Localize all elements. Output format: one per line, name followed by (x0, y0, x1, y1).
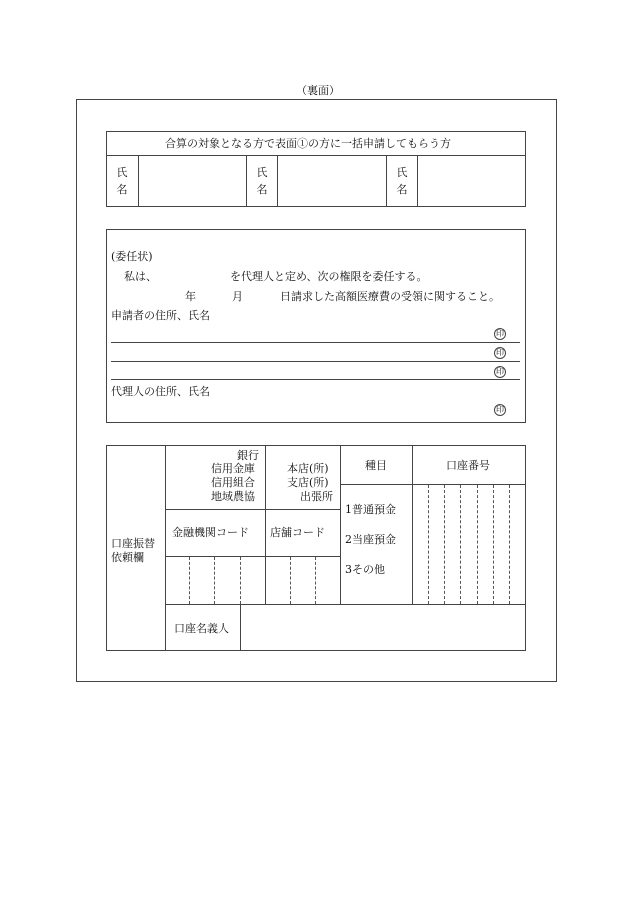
name-field-3[interactable] (418, 156, 525, 206)
type-col-left (340, 445, 341, 604)
agent-label: 代理人の住所、氏名 (111, 385, 210, 398)
agent-name-blank[interactable] (160, 268, 228, 283)
delegation-text-a: 私は、 (124, 270, 157, 283)
applicant-underline-1 (111, 342, 520, 343)
page-header: （裏面） (296, 84, 340, 97)
delegation-text-b: を代理人と定め、次の権限を委任する。 (230, 270, 428, 283)
holder-name-field[interactable] (241, 605, 525, 650)
agent-address-line[interactable] (111, 401, 489, 416)
institution-name-field[interactable] (167, 447, 207, 507)
seal-icon: 印 (496, 405, 504, 414)
institution-type-shinkin: 信用金庫 (211, 462, 255, 475)
seal-icon: 印 (496, 367, 504, 376)
account-type-ordinary[interactable]: 1普通預金 (345, 503, 396, 516)
seal-icon: 印 (496, 329, 504, 338)
day-blank[interactable] (248, 288, 278, 303)
code-row-top (165, 509, 340, 510)
applicant-label: 申請者の住所、氏名 (111, 309, 210, 322)
institution-type-bank: 銀行 (237, 449, 259, 462)
account-number-label: 口座番号 (446, 459, 490, 472)
year-label: 年 (185, 290, 196, 303)
institution-type-kumiai: 信用組合 (211, 476, 255, 489)
combined-col-divider (246, 155, 247, 207)
institution-type-nokyo: 地域農協 (211, 490, 255, 503)
month-label: 月 (232, 290, 243, 303)
branch-code-field[interactable] (266, 557, 339, 603)
applicant-line-2[interactable] (111, 344, 489, 359)
combined-col-divider (386, 155, 387, 207)
branch-name-field[interactable] (267, 447, 285, 507)
holder-label: 口座名義人 (174, 622, 229, 635)
name-label-3: 氏名 (396, 166, 408, 196)
branch-type-branch: 支店(所) (287, 476, 329, 489)
bank-label-divider (165, 445, 166, 651)
combined-title: 合算の対象となる方で表面①の方に一括申請してもらう方 (165, 137, 451, 150)
account-type-other[interactable]: 3その他 (345, 563, 385, 576)
bank-section-label: 口座振替依頼欄 (111, 537, 155, 564)
seal-icon: 印 (496, 348, 504, 357)
month-blank[interactable] (200, 288, 230, 303)
applicant-line-3[interactable] (111, 363, 489, 378)
account-number-field[interactable] (413, 485, 525, 603)
branch-code-label: 店舗コード (270, 526, 325, 539)
name-label-2: 氏名 (256, 166, 268, 196)
branch-type-head: 本店(所) (287, 462, 329, 475)
year-blank[interactable] (140, 288, 184, 303)
institution-code-field[interactable] (166, 557, 264, 603)
name-field-1[interactable] (139, 156, 245, 206)
applicant-line-1[interactable] (111, 326, 489, 341)
branch-type-office: 出張所 (300, 490, 333, 503)
applicant-underline-3 (111, 379, 520, 380)
applicant-underline-2 (111, 361, 520, 362)
institution-code-label: 金融機関コード (172, 526, 249, 539)
delegation-title: (委任状) (111, 250, 153, 263)
name-label-1: 氏名 (116, 166, 128, 196)
delegation-text-c: 日請求した高額医療費の受領に関すること。 (280, 290, 500, 303)
type-label: 種目 (365, 459, 387, 472)
name-field-2[interactable] (278, 156, 385, 206)
account-type-current[interactable]: 2当座預金 (345, 533, 396, 546)
